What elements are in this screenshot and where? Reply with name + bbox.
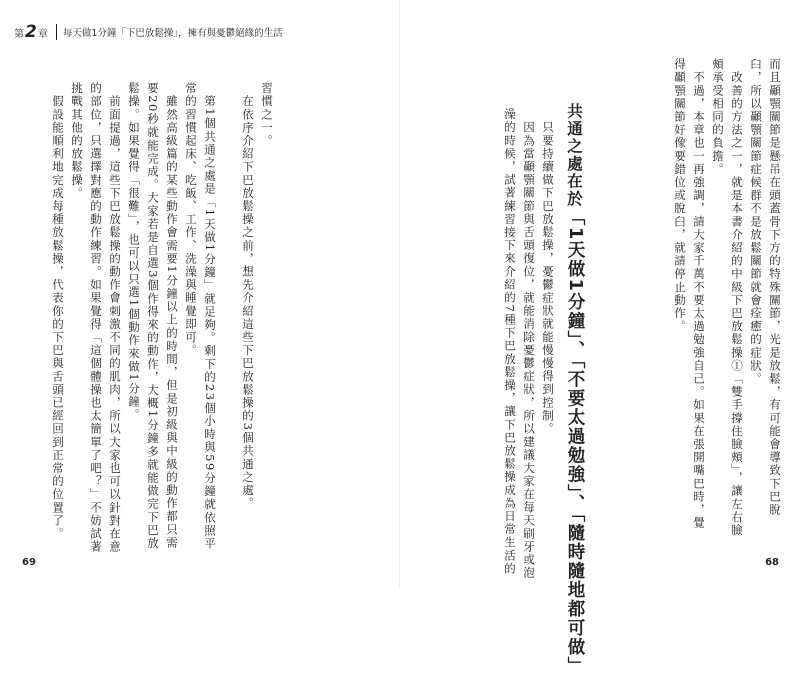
page-number: 69 <box>22 557 36 568</box>
right-page-body-top <box>670 58 784 537</box>
paragraph: 而且顳顎關節是懸吊在頭蓋骨下方的特殊關節，光是放鬆，有可能會導致下巴脫 <box>768 58 782 517</box>
chapter-suffix: 章 <box>37 29 48 40</box>
header-divider <box>56 24 57 40</box>
paragraph: 不過，本章也一再強調，請大家千萬不要太過勉強自己。如果在張開嘴巴時，覺 <box>692 58 706 530</box>
paragraph: 鬆操。如果覺得「很難」，也可以只選1個動作來做1分鐘。 <box>127 82 141 422</box>
paragraph: 在依序介紹下巴放鬆操之前，想先介紹這些下巴放鬆操的3個共通之處。 <box>241 82 255 511</box>
running-header <box>14 22 283 42</box>
paragraph: 第1個共通之處是「1天做1分鐘」就足夠。剩下的23個小時與59分鐘就依照平 <box>203 82 217 551</box>
paragraph: 雖然高級篇的某些動作會需要1分鐘以上的時間，但是初級與中級的動作都只需 <box>165 82 179 550</box>
chapter-title: 每天做1分鐘「下巴放鬆操」，擁有與憂鬱絕緣的生活 <box>62 28 283 39</box>
right-page <box>400 0 799 675</box>
paragraph: 得顳顎關節好像要錯位或脫臼，就請停止動作。 <box>673 58 687 334</box>
paragraph-spacer <box>219 82 238 528</box>
page-number: 68 <box>765 557 779 568</box>
paragraph: 澡的時候，試著練習接下來介紹的7種下巴放鬆操，讓下巴放鬆操成為日常生活的 <box>503 108 517 576</box>
paragraph: 習慣之一。 <box>260 82 274 148</box>
paragraph: 前面提過，這些下巴放鬆操的動作會刺激不同的肌肉，所以大家也可以針對在意 <box>108 82 122 554</box>
paragraph: 只要持續做下巴放鬆操，憂鬱症狀就能慢慢得到控制。 <box>541 108 555 436</box>
paragraph: 改善的方法之一，就是本書介紹的中級下巴放鬆操①「雙手撐住臉頰」，讓左右臉 <box>730 58 744 537</box>
right-page-body-bottom <box>500 108 557 580</box>
paragraph: 臼，所以顳顎關節症候群不是放鬆關節就會痊癒的症狀。 <box>749 58 763 386</box>
paragraph: 挑戰其他的放鬆操。 <box>70 82 84 200</box>
chapter-prefix: 第 <box>14 29 24 40</box>
chapter-badge <box>14 22 54 42</box>
left-page <box>0 0 399 588</box>
paragraph: 的部位，只選擇對應的動作練習。如果覺得「這個體操也太簡單了吧？」不妨試著 <box>89 82 103 554</box>
paragraph: 假設能順利地完成每種放鬆操，代表你的下巴與舌頭已經回到正常的位置了。 <box>51 82 65 541</box>
paragraph: 因為當顳顎關節與舌頭復位，就能消除憂鬱症狀，所以建議大家在每天刷牙或泡 <box>522 108 536 580</box>
left-page-body <box>48 82 276 554</box>
paragraph: 頰承受相同的負擔。 <box>711 58 725 176</box>
paragraph: 常的習慣起床、吃飯、工作、洗澡與睡覺即可。 <box>184 82 198 358</box>
gutter-divider <box>399 0 400 588</box>
section-heading-line-1: 共通之處在於 <box>565 103 583 208</box>
section-heading-line-2: 「1天做1分鐘」、「不要太過勉強」、「隨時隨地都可做」 <box>565 208 585 675</box>
section-heading <box>560 94 588 675</box>
chapter-number: 2 <box>25 22 37 42</box>
paragraph: 要20秒就能完成。大家若是自選3個作得來的動作，大概1分鐘多就能做完下巴放 <box>146 82 160 550</box>
